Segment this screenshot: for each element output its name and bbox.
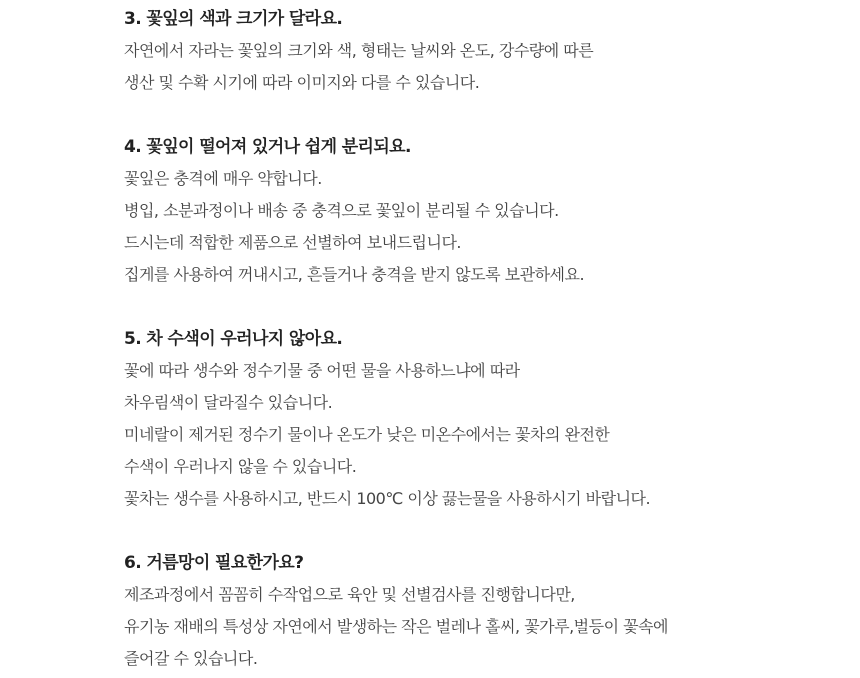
faq-line: 미네랄이 제거된 정수기 물이나 온도가 낮은 미온수에서는 꽃차의 완전한 <box>124 425 610 444</box>
section-spacer <box>124 291 844 323</box>
faq-line: 꽃차는 생수를 사용하시고, 반드시 100℃ 이상 끓는물을 사용하시기 바랍니다. <box>124 489 651 508</box>
faq-content <box>124 3 844 675</box>
faq-line: 자연에서 자라는 꽃잎의 크기와 색, 형태는 날씨와 온도, 강수량에 따른 <box>124 41 594 60</box>
faq-line: 생산 및 수확 시기에 따라 이미지와 다를 수 있습니다. <box>124 73 480 92</box>
faq-line: 병입, 소분과정이나 배송 중 충격으로 꽃잎이 분리될 수 있습니다. <box>124 201 559 220</box>
section-spacer <box>124 99 844 131</box>
faq-section-4 <box>124 131 844 291</box>
faq-section-3 <box>124 3 844 99</box>
faq-line: 꽃잎은 충격에 매우 약합니다. <box>124 169 322 188</box>
faq-heading: 5. 차 수색이 우러나지 않아요. <box>124 329 343 349</box>
faq-section-6 <box>124 547 844 675</box>
faq-heading: 4. 꽃잎이 떨어져 있거나 쉽게 분리되요. <box>124 137 411 157</box>
faq-line: 유기농 재배의 특성상 자연에서 발생하는 작은 벌레나 홀씨, 꽃가루,벌등이 꽃속에 <box>124 617 668 636</box>
faq-heading: 3. 꽃잎의 색과 크기가 달라요. <box>124 9 343 29</box>
faq-line: 즐어갈 수 있습니다. <box>124 649 258 668</box>
faq-heading: 6. 거름망이 필요한가요? <box>124 553 304 573</box>
faq-line: 꽃에 따라 생수와 정수기물 중 어떤 물을 사용하느냐에 따라 <box>124 361 520 380</box>
faq-line: 수색이 우러나지 않을 수 있습니다. <box>124 457 357 476</box>
faq-section-5 <box>124 323 844 515</box>
faq-line: 집게를 사용하여 꺼내시고, 흔들거나 충격을 받지 않도록 보관하세요. <box>124 265 585 284</box>
section-spacer <box>124 515 844 547</box>
faq-line: 차우림색이 달라질수 있습니다. <box>124 393 333 412</box>
faq-line: 드시는데 적합한 제품으로 선별하여 보내드립니다. <box>124 233 462 252</box>
faq-line: 제조과정에서 꼼꼼히 수작업으로 육안 및 선별검사를 진행합니다만, <box>124 585 575 604</box>
